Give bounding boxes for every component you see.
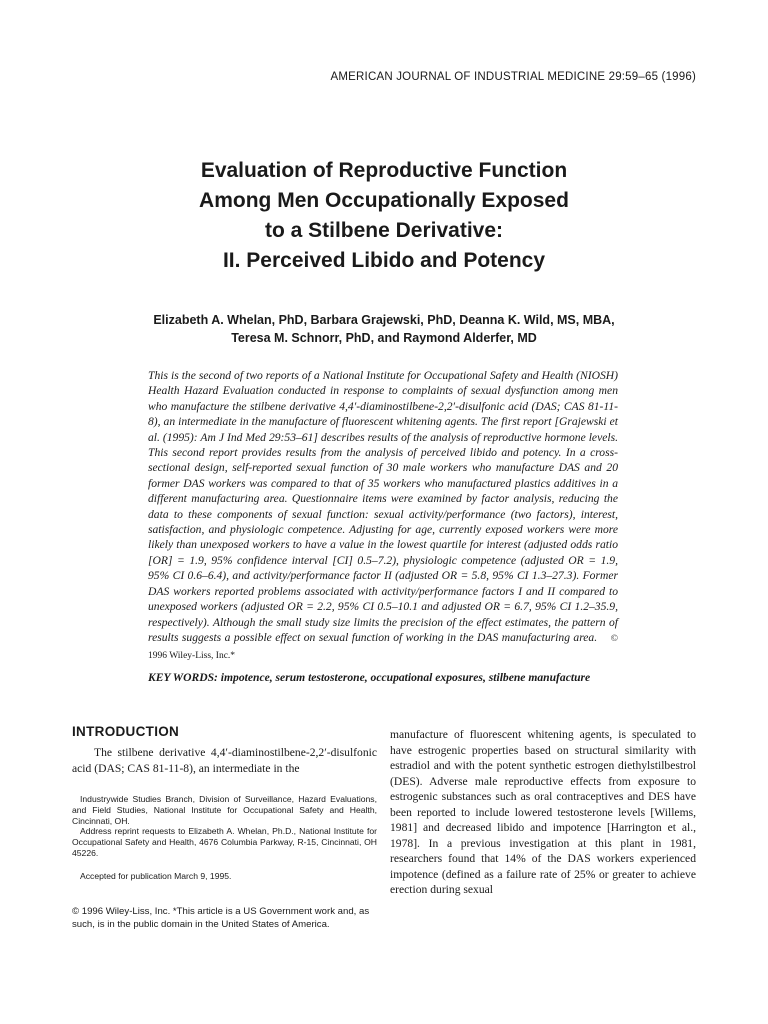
author-list [0, 311, 768, 347]
introduction-heading: INTRODUCTION [72, 724, 180, 739]
introduction-text-left: The stilbene derivative 4,4′-diaminostilbene-2,2′-disulfonic acid (DAS; CAS 81-11-8), an intermediate in the [72, 746, 377, 775]
title-line: to a Stilbene Derivative: [264, 219, 504, 242]
abstract-text: This is the second of two reports of a National Institute for Occupational Safety and Health (NIOSH) Health Hazard Evaluation conducted in response to complaints of sexual dysfunction among men who manufacture the stilbene derivative 4,4′-diaminostilbene-2,2′-disulfonic acid (DAS; CAS 81-11-8), an intermediate in the manufacture of fluorescent whitening agents. The first report [Grajewski et al. (1995): Am J Ind Med 29:53–61] describes results of the analysis of reproductive hormone levels. This second report provides results from the analysis of perceived libido and potency. In a cross-sectional design, self-reported sexual function of 30 male workers who manufacture DAS and 20 former DAS workers was compared to that of 35 workers who manufactured plastics additives in a different manufacturing area. Questionnaire items were examined by factor analysis, reducing the data to these components of sexual function: sexual activity/performance (two factors), interest, satisfaction, and physiologic competence. Adjusting for age, currently exposed workers were more likely than unexposed workers to have a value in the lowest quartile for interest (adjusted odds ratio [OR] = 1.9, 95% confidence interval [CI] 0.5–7.2), physiologic competence (adjusted OR = 1.9, 95% CI 0.6–6.4), and activity/performance factor II (adjusted OR = 5.8, 95% CI 1.3–27.3). Former DAS workers reported problems associated with activity/performance factors I and II compared to unexposed workers (adjusted OR = 2.2, 95% CI 0.5–10.1 and adjusted OR = 6.7, 95% CI 1.2–35.9, respectively). Although the small study size limits the precision of the effect estimates, the pattern of results suggests a possible effect on sexual function of working in the DAS manufacturing area. [148, 369, 618, 644]
author-line: Teresa M. Schnorr, PhD, and Raymond Alderfer, MD [231, 331, 537, 345]
journal-citation: AMERICAN JOURNAL OF INDUSTRIAL MEDICINE 29:59–65 (1996) [330, 71, 696, 83]
abstract-copyright: © 1996 Wiley-Liss, Inc.* [148, 633, 618, 662]
footnotes [72, 794, 377, 882]
author-line: Elizabeth A. Whelan, PhD, Barbara Grajewski, PhD, Deanna K. Wild, MS, MBA, [153, 313, 615, 327]
keywords: KEY WORDS: impotence, serum testosterone, occupational exposures, stilbene manufacture [148, 671, 591, 684]
title-line: Evaluation of Reproductive Function [200, 159, 568, 182]
introduction-text-right: manufacture of fluorescent whitening agents, is speculated to have estrogenic properties based on structural similarity with estradiol and with the potent synthetic estrogen diethylstilbestrol (DES). Adverse male reproductive effects from exposure to estrogenic substances such as oral contraceptives and DES have been reported to include lowered testosterone levels [Willems, 1981] and decreased libido and impotence [Harrington et al., 1978]. In a previous investigation at this plant in 1981, researchers found that 14% of the DAS workers experienced impotence (defined as a failure rate of 25% or greater to achieve erection during sexual [390, 728, 696, 896]
abstract [148, 368, 618, 665]
article-title [0, 156, 768, 276]
left-column [72, 724, 377, 882]
title-line: II. Perceived Libido and Potency [222, 249, 546, 272]
title-line: Among Men Occupationally Exposed [199, 189, 569, 212]
accepted-date: Accepted for publication March 9, 1995. [80, 870, 232, 881]
affiliation-footnote: Industrywide Studies Branch, Division of Surveillance, Hazard Evaluations, and Field Studies, National Institute for Occupational Safety and Health, Cincinnati, OH. [72, 794, 377, 826]
reprint-footnote: Address reprint requests to Elizabeth A. Whelan, Ph.D., National Institute for Occupational Safety and Health, 4676 Columbia Parkway, R-15, Cincinnati, OH 45226. [72, 826, 377, 858]
copyright-note: © 1996 Wiley-Liss, Inc. *This article is a US Government work and, as such, is in the public domain in the United States of America. [72, 906, 370, 930]
